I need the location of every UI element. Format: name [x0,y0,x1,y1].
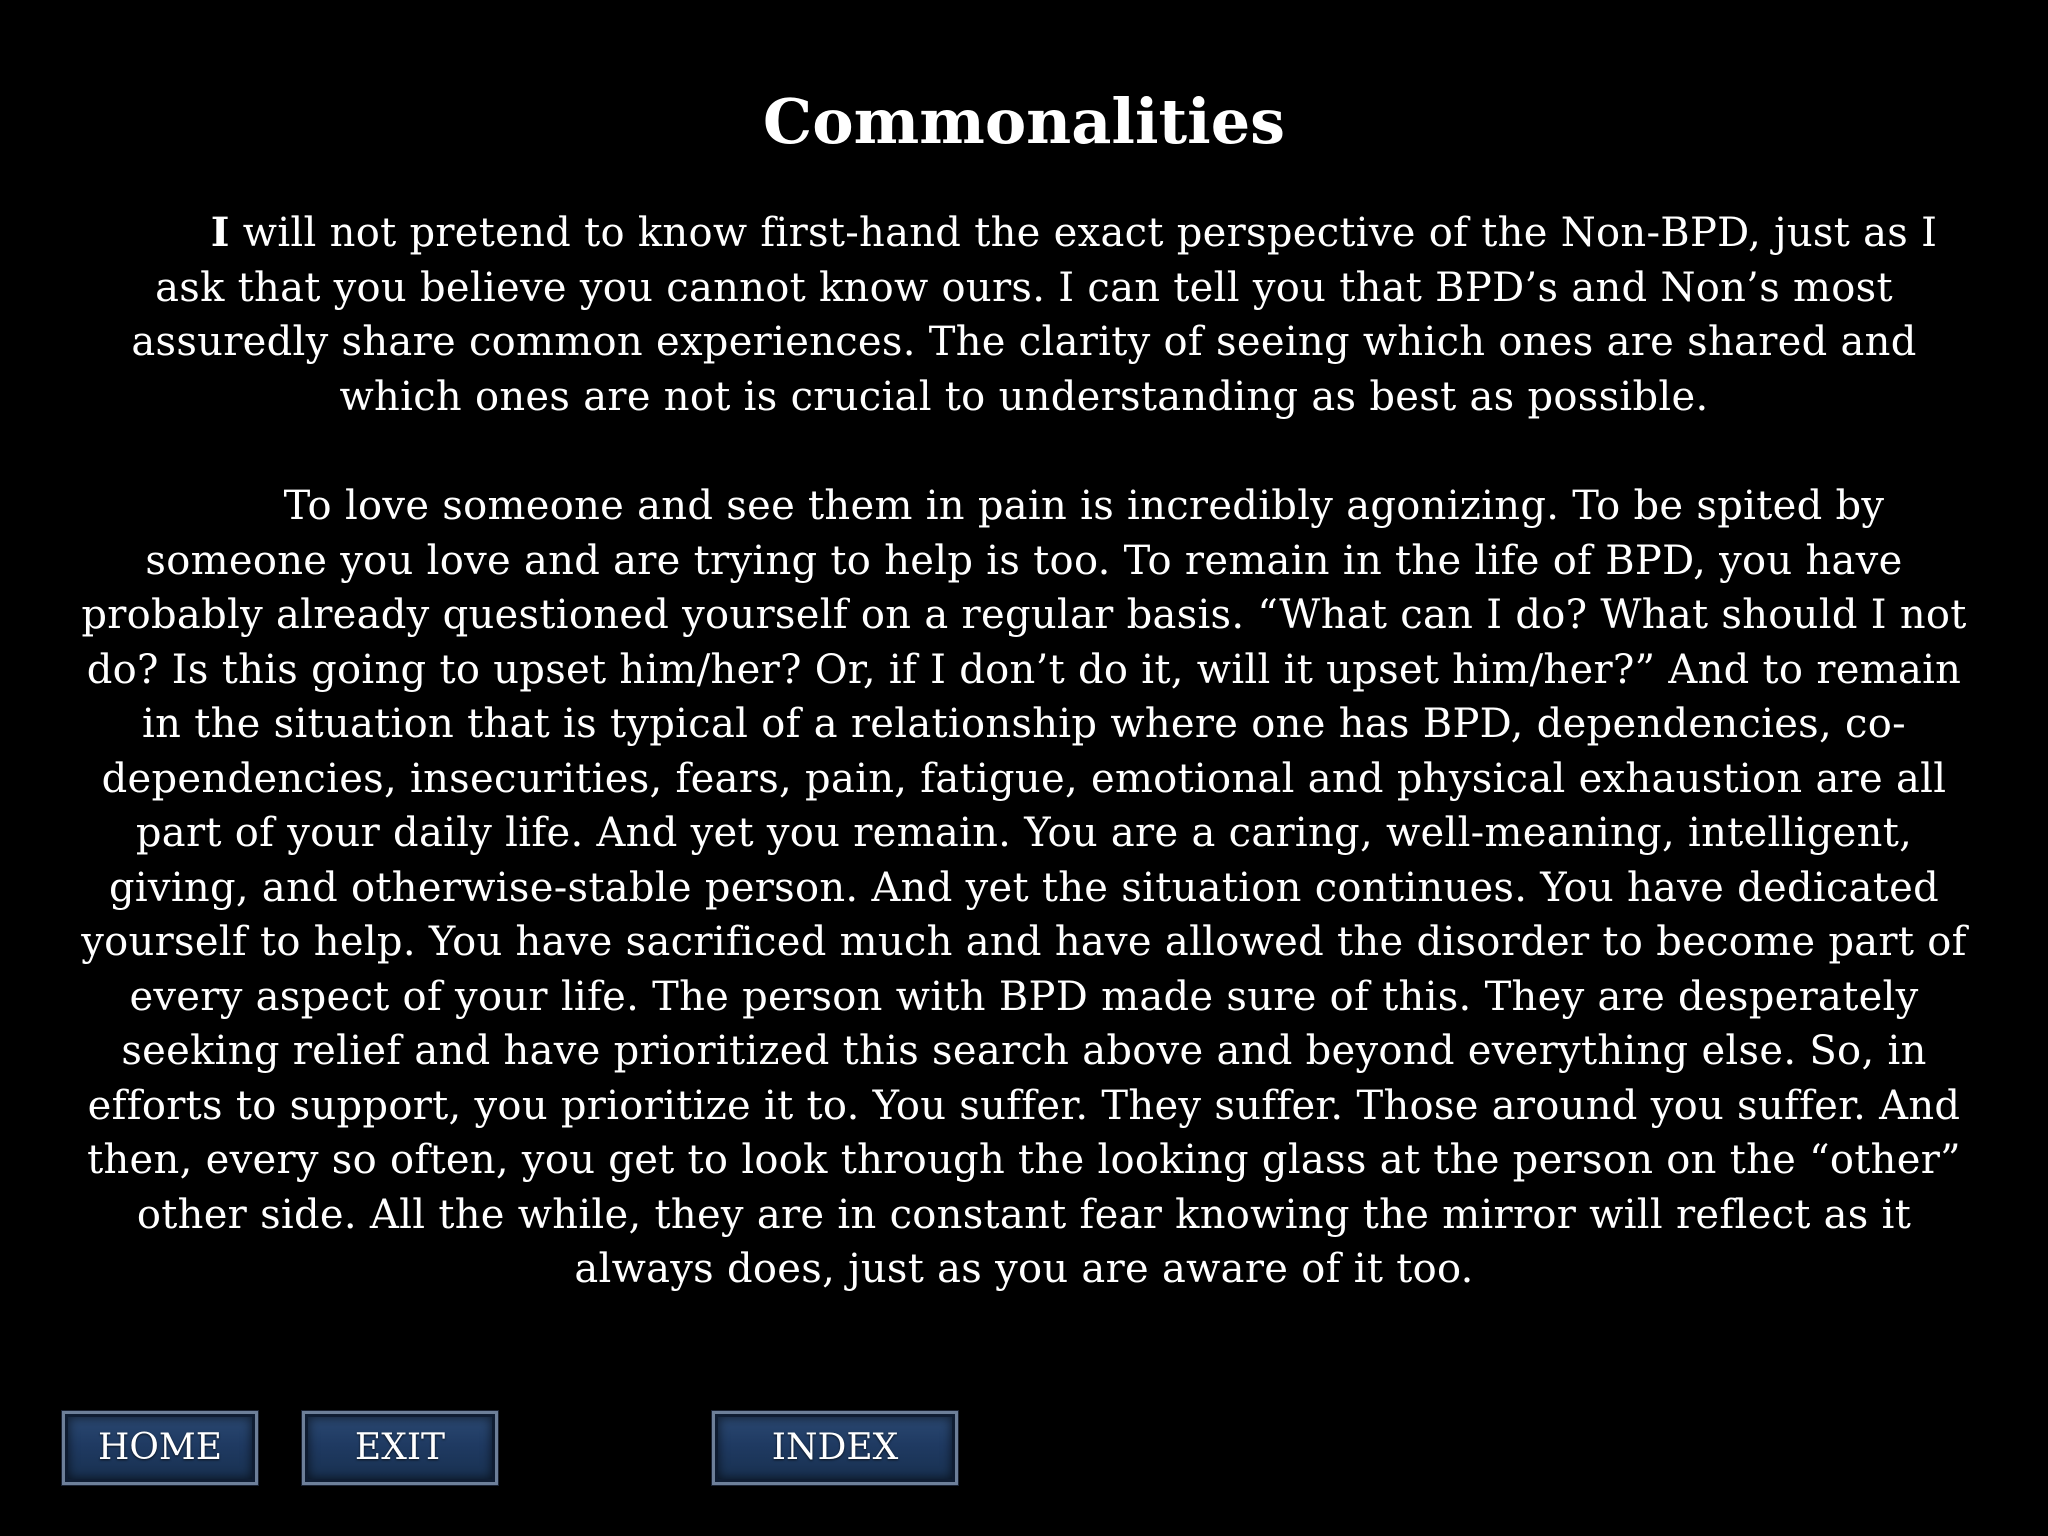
main-paragraph-text: To love someone and see them in pain is incredibly agonizing. To be spited by someone you love and are trying to help is too. To remain in the life of BPD, you have probably already questioned yourself on a regular basis. “What can I do? What should I not do? Is this going to upset him/her? Or, if I don’t do it, will it upset him/her?” And to remain in the situation that is typical of a relationship where one has BPD, dependencies, co-dependencies, insecurities, fears, pain, fatigue, emotional and physical exhaustion are all part of your daily life. And yet you remain. You are a caring, well-meaning, intelligent, giving, and otherwise-stable person. And yet the situation continues. You have dedicated yourself to help. You have sacrificed much and have allowed the disorder to become part of every aspect of your life. The person with BPD made sure of this. They are desperately seeking relief and have prioritized this search above and beyond everything else. So, in efforts to support, you prioritize it to. You suffer. They suffer. Those around you suffer. And then, every so often, you get to look through the looking glass at the person on the “other” other side. All the while, they are in constant fear knowing the mirror will reflect as it always does, just as you are aware of it too. [81,483,1967,1292]
page-title: Commonalities [762,85,1286,158]
home-button[interactable]: HOME [62,1411,258,1485]
index-button[interactable]: INDEX [712,1411,958,1485]
exit-button[interactable]: EXIT [302,1411,498,1485]
main-paragraph [72,479,1976,1297]
intro-first-word: I [210,209,230,256]
intro-paragraph-text: will not pretend to know first-hand the exact perspective of the Non-BPD, just as I ask that you believe you cannot know ours. I can tell you that BPD’s and Non’s most assuredly share common experiences. The clarity of seeing which ones are shared and which ones are not is crucial to understanding as best as possible. [131,210,1938,420]
intro-paragraph [72,206,1976,424]
